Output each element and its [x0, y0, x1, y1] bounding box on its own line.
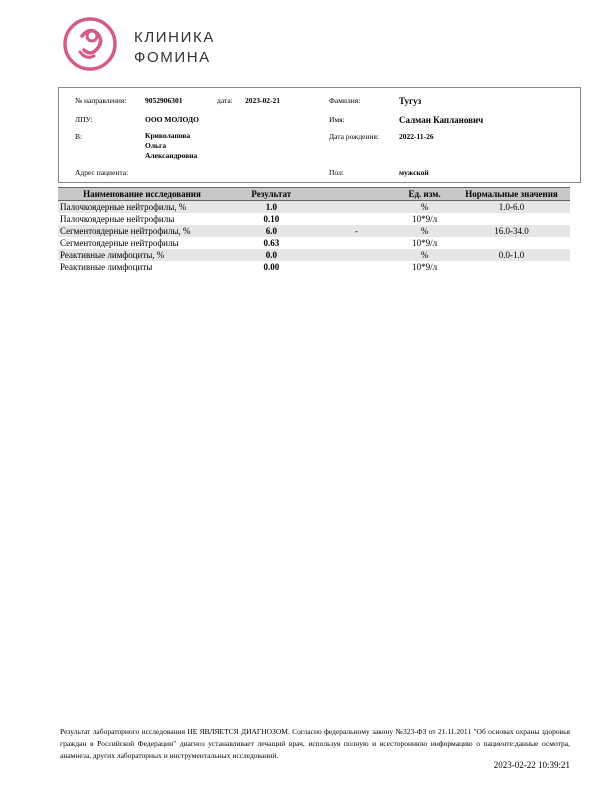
doctor-line1: Криволапова: [145, 131, 191, 140]
row-norm: [453, 237, 570, 249]
header-result: Результат: [226, 188, 317, 201]
row-result: 1.0: [226, 201, 317, 214]
patient-info-box: [58, 87, 581, 183]
row-norm: 16.0-34.0: [453, 225, 570, 237]
row-result: 6.0: [226, 225, 317, 237]
dob-label: Дата рождения:: [329, 132, 380, 141]
sex-label: Пол:: [329, 168, 344, 177]
referral-value: 9052906301: [145, 96, 183, 105]
row-norm: 1.0-6.0: [453, 201, 570, 214]
address-label: Адрес пациента:: [75, 168, 129, 177]
row-norm: [453, 213, 570, 225]
date-value: 2023-02-21: [245, 96, 280, 105]
results-table: [58, 187, 570, 273]
row-name: Сегментоядерные нейтрофилы, %: [58, 225, 226, 237]
row-flag: [317, 261, 396, 273]
row-unit: 10*9/л: [412, 214, 438, 224]
print-timestamp: 2023-02-22 10:39:21: [493, 760, 570, 770]
header-name: Наименование исследования: [58, 188, 226, 201]
lpu-value: ООО МОЛОДО: [145, 115, 199, 124]
row-result: 0.63: [263, 238, 280, 248]
table-row: [58, 261, 570, 273]
row-result: 0.00: [263, 262, 280, 272]
row-unit: %: [396, 201, 453, 214]
clinic-name-line1: КЛИНИКА: [134, 29, 215, 46]
name-value: Салман Капланович: [399, 115, 484, 125]
dob-value: 2022-11-26: [399, 132, 434, 141]
table-row: [58, 213, 570, 225]
header-flag: [317, 188, 396, 201]
surname-value: Тугуз: [399, 96, 422, 106]
row-flag: [317, 249, 396, 261]
row-flag: -: [317, 225, 396, 237]
clinic-name-line2: ФОМИНА: [134, 49, 211, 66]
row-name: Палочкоядерные нейтрофилы, %: [58, 201, 226, 214]
embryo-icon: [62, 14, 122, 74]
row-unit: %: [396, 225, 453, 237]
row-norm: 0.0-1.0: [453, 249, 570, 261]
table-row: [58, 225, 570, 237]
row-result: 0.0: [226, 249, 317, 261]
header-unit: Ед. изм.: [396, 188, 453, 201]
clinic-logo: [62, 14, 232, 74]
row-result: 0.10: [263, 214, 280, 224]
row-name: Реактивные лимфоциты, %: [58, 249, 226, 261]
table-row: [58, 249, 570, 261]
doctor-name: [145, 131, 197, 161]
clinic-name: [134, 28, 215, 68]
lpu-label: ЛПУ:: [75, 115, 93, 124]
results-header-row: [58, 188, 570, 201]
row-flag: [317, 201, 396, 214]
doctor-line3: Александровна: [145, 151, 198, 160]
row-unit: 10*9/л: [412, 238, 438, 248]
row-flag: [317, 213, 396, 225]
table-row: [58, 201, 570, 214]
table-row: [58, 237, 570, 249]
row-name: Реактивные лимфоциты: [60, 262, 153, 272]
row-name: Сегментоядерные нейтрофилы: [60, 238, 179, 248]
row-unit: %: [396, 249, 453, 261]
row-unit: 10*9/л: [412, 262, 438, 272]
row-name: Палочкоядерные нейтрофилы: [60, 214, 175, 224]
date-label: дата:: [217, 96, 233, 105]
row-flag: [317, 237, 396, 249]
name-label: Имя:: [329, 115, 345, 124]
row-norm: [453, 261, 570, 273]
sex-value: мужской: [399, 168, 429, 177]
header-norm: Нормальные значения: [453, 188, 570, 201]
disclaimer-text: Результат лабораторного исследования НЕ ЯВЛЯЕТСЯ ДИАГНОЗОМ. Согласно федеральному закону №323-ФЗ от 21.11.2011 "Об основах охраны здоровья граждан в Российской Федерации" диагноз устанавливает лечащий врач, используя полную и всестороннюю информацию о пациенте:данные осмотра, анамнеза, других лабораторных и инструментальных исследований.: [60, 727, 570, 760]
doctor-line2: Ольга: [145, 141, 167, 150]
surname-label: Фамилия:: [329, 96, 361, 105]
referral-label: № направления:: [75, 96, 127, 105]
doctor-label: В:: [75, 132, 83, 141]
